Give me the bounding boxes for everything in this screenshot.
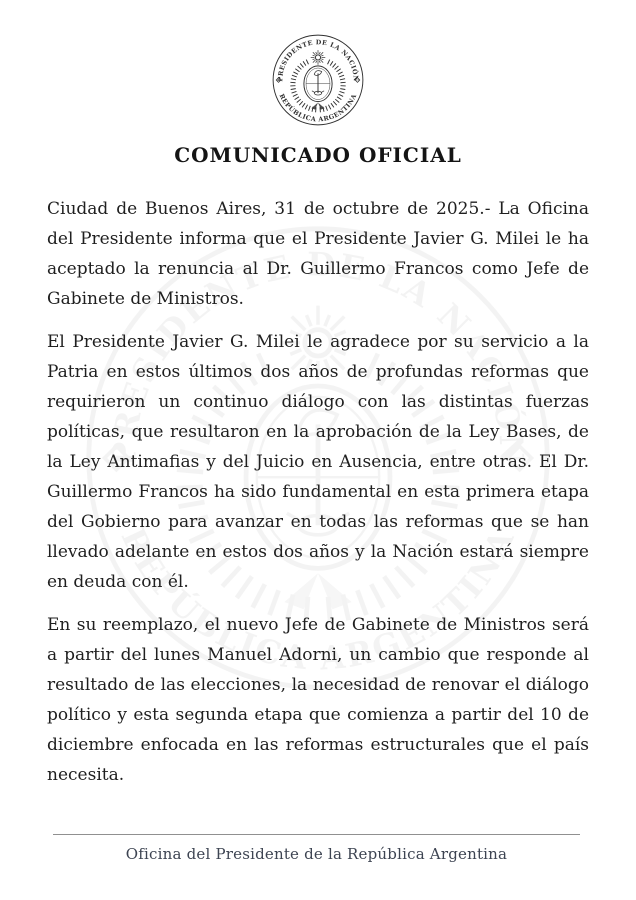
- paragraph: [47, 327, 589, 597]
- text-line: Gabinete de Ministros.: [47, 289, 244, 309]
- text-line: llevado adelante en estos dos años y la Nación estará siempre: [47, 542, 589, 562]
- text-line: políticas, que resultaron en la aprobación de la Ley Bases, de: [47, 422, 589, 442]
- text-line: diciembre enfocada en las reformas estructurales que el país: [47, 735, 589, 755]
- text-line: en deuda con él.: [47, 572, 189, 592]
- text-line: del Gobierno para avanzar en todas las reformas que se han: [47, 512, 589, 532]
- text-line: En su reemplazo, el nuevo Jefe de Gabinete de Ministros será: [47, 615, 589, 635]
- text-line: necesita.: [47, 765, 125, 785]
- text-line: Guillermo Francos ha sido fundamental en esta primera etapa: [47, 482, 589, 502]
- paragraph: [47, 610, 589, 790]
- text-line: la Ley Antimafias y del Juicio en Ausencia, entre otras. El Dr.: [47, 452, 589, 472]
- text-line: requirieron un continuo diálogo con las distintas fuerzas: [47, 392, 589, 412]
- document-body: [47, 194, 589, 803]
- text-line: aceptado la renuncia al Dr. Guillermo Francos como Jefe de: [47, 259, 589, 279]
- text-line: a partir del lunes Manuel Adorni, un cambio que responde al: [47, 645, 589, 665]
- document-title: COMUNICADO OFICIAL: [174, 143, 462, 167]
- text-line: Ciudad de Buenos Aires, 31 de octubre de 2025.- La Oficina: [47, 199, 589, 219]
- text-line: resultado de las elecciones, la necesidad de renovar el diálogo: [47, 675, 589, 695]
- text-line: El Presidente Javier G. Milei le agradece por su servicio a la: [47, 332, 589, 352]
- footer-text: Oficina del Presidente de la República Argentina: [125, 845, 508, 863]
- footer-divider: [53, 834, 580, 835]
- text-line: político y esta segunda etapa que comienza a partir del 10 de: [47, 705, 589, 725]
- paragraph: [47, 194, 589, 314]
- text-line: Patria en estos últimos dos años de profundas reformas que: [47, 362, 589, 382]
- document-footer: [53, 834, 580, 863]
- presidential-seal-icon: [271, 33, 365, 127]
- text-line: del Presidente informa que el Presidente Javier G. Milei le ha: [47, 229, 589, 249]
